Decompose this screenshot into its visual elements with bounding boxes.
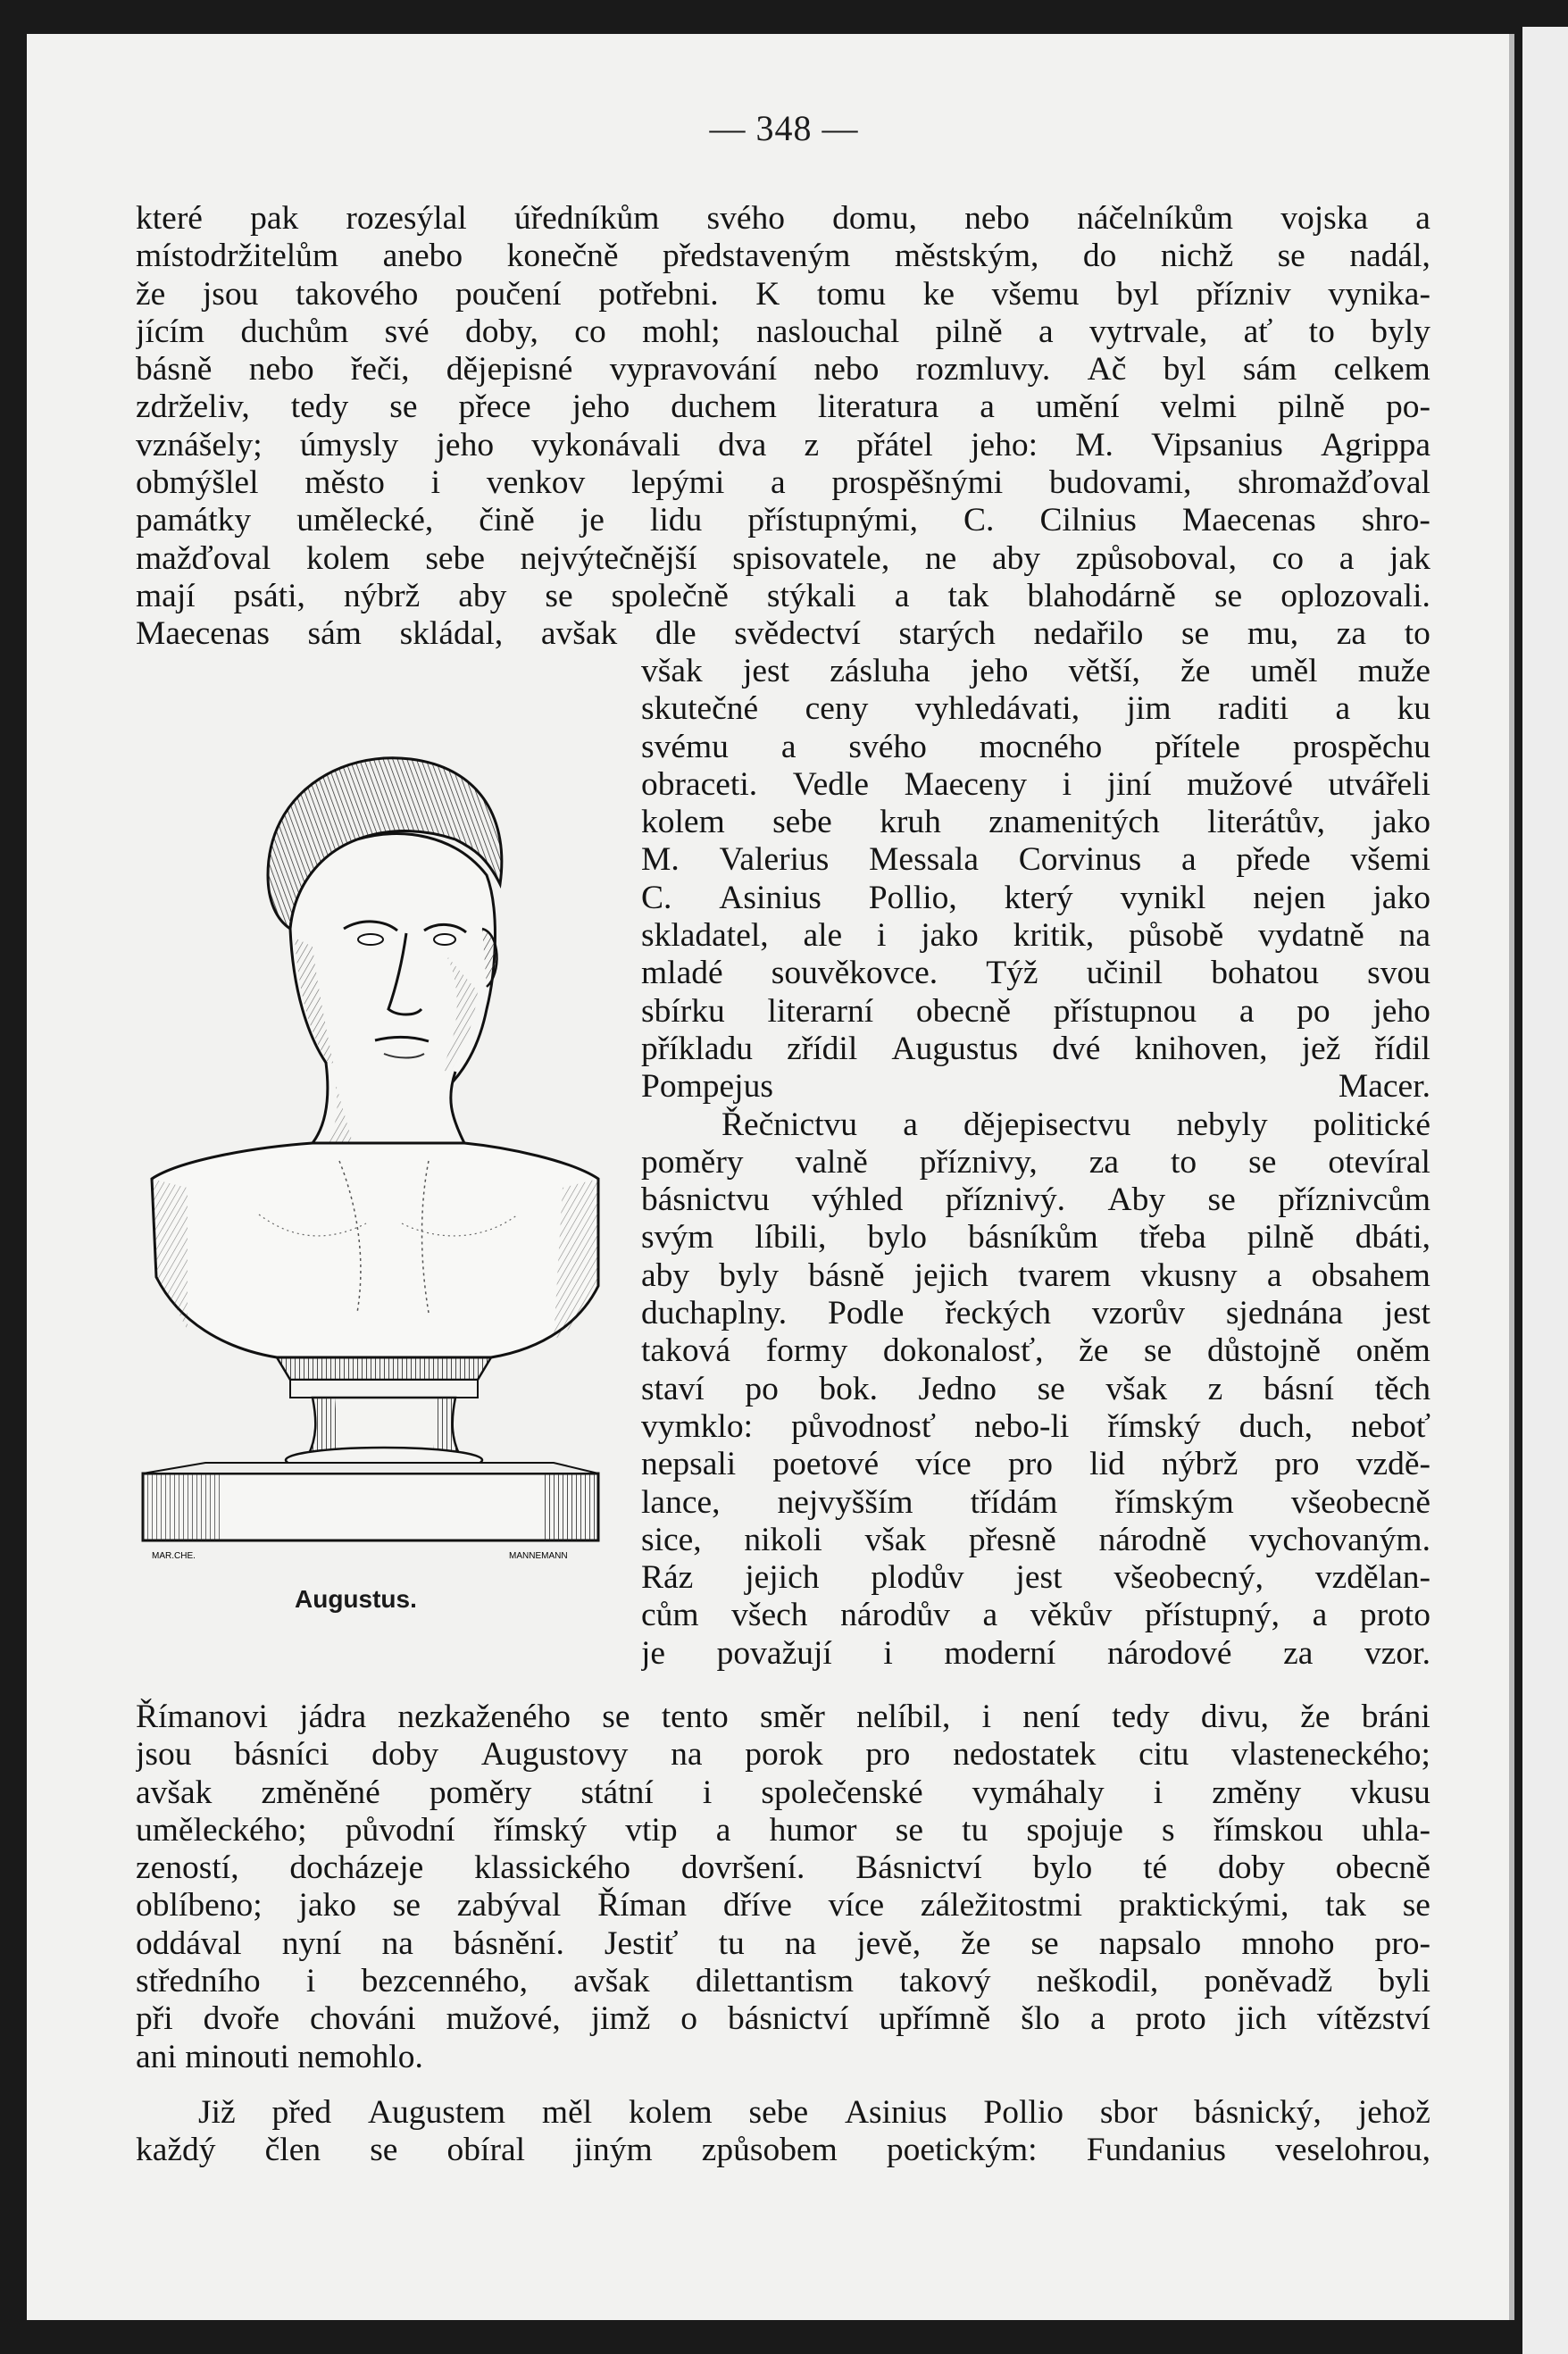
- page-number: — 348 —: [709, 108, 859, 148]
- text-line: sice, nikoli však přesně národně vychovaným.: [641, 1521, 1430, 1558]
- text-line: vznášely; úmysly jeho vykonávali dva z přátel jeho: M. Vipsanius Agrippa: [136, 426, 1430, 463]
- text-line: však jest zásluha jeho větší, že uměl muže: [641, 653, 1430, 689]
- text-line: při dvoře chováni mužové, jimž o básnictví upřímně šlo a proto jich vítězství: [136, 2000, 1430, 2038]
- text-line: místodržitelům anebo konečně představeným městským, do nichž se nadál,: [136, 238, 1430, 275]
- text-line: nepsali poetové více pro lid nýbrž pro vzdě-: [641, 1446, 1430, 1483]
- text-line: že jsou takového poučení potřebni. K tomu ke všemu byl přízniv vynika-: [136, 275, 1430, 313]
- engraver-signature-right: MANNEMANN: [509, 1551, 568, 1561]
- text-line: středního i bezcenného, avšak dilettantism takový neškodil, poněvadž byli: [136, 1963, 1430, 2000]
- text-line: cům všech národův a věkův přístupný, a proto: [641, 1597, 1430, 1634]
- text-line: příkladu zřídil Augustus dvé knihoven, jež řídil: [641, 1030, 1430, 1067]
- text-line: M. Valerius Messala Corvinus a přede všemi: [641, 841, 1430, 879]
- text-line: C. Asinius Pollio, který vynikl nejen jako: [641, 879, 1430, 916]
- text-line: sbírku literarní obecně přístupnou a po jeho: [641, 992, 1430, 1030]
- text-line: obmýšlel město i venkov lepými a prospěšnými budovami, shromažďoval: [136, 464, 1430, 502]
- text-line: Římanovi jádra nezkaženého se tento směr nelíbil, i není tedy divu, že bráni: [136, 1699, 1430, 1735]
- paragraph-last: [136, 2094, 1430, 2170]
- text-line: památky umělecké, čině je lidu přístupnými, C. Cilnius Maecenas shro-: [136, 502, 1430, 539]
- text-line: ani minouti nemohlo.: [136, 2038, 423, 2075]
- text-line: skladatel, ale i jako kritik, působě vydatně na: [641, 917, 1430, 955]
- text-line: Pompejus Macer.: [641, 1068, 1430, 1106]
- text-line: které pak rozesýlal úředníkům svého domu, nebo náčelníkům vojska a: [136, 200, 1430, 237]
- text-line: zdrželiv, tedy se přece jeho duchem literatura a umění velmi pilně po-: [136, 388, 1430, 426]
- text-line: mažďoval kolem sebe nejvýtečnější spisovatele, ne aby způsoboval, co a jak: [136, 539, 1430, 577]
- text-line: každý člen se obíral jiným způsobem poetickým: Fundanius veselohrou,: [136, 2132, 1430, 2169]
- text-line: lance, nejvyšším třídám římským všeobecně: [641, 1483, 1430, 1521]
- augustus-bust-illustration: [134, 741, 616, 1572]
- text-line: skutečné ceny vyhledávati, jim raditi a ku: [641, 690, 1430, 728]
- text-line: je považují i moderní národové za vzor.: [641, 1634, 1430, 1672]
- text-line: Maecenas sám skládal, avšak dle svědectví starých nedařilo se mu, za to: [136, 615, 1430, 653]
- text-line: uměleckého; původní římský vtip a humor se tu spojuje s římskou uhla-: [136, 1811, 1430, 1849]
- text-line: oblíbeno; jako se zabýval Říman dříve více záležitostmi praktickými, tak se: [136, 1887, 1430, 1924]
- text-line: vymklo: původnosť nebo-li římský duch, neboť: [641, 1407, 1430, 1445]
- text-line: básnictvu výhled příznivý. Aby se příznivcům: [641, 1181, 1430, 1219]
- text-line: taková formy dokonalosť, že se důstojně oněm: [641, 1332, 1430, 1370]
- text-line: svému a svého mocného přítele prospěchu: [641, 728, 1430, 765]
- text-line: mají psáti, nýbrž aby se společně stýkali a tak blahodárně se oplozovali.: [136, 577, 1430, 614]
- text-line: zeností, docházeje klassického dovršení. Básnictví bylo té doby obecně: [136, 1849, 1430, 1887]
- engraver-signature-left: MAR.CHE.: [152, 1551, 196, 1561]
- text-line: Řečnictvu a dějepisectvu nebyly politické: [721, 1106, 1430, 1143]
- text-line: jsou básníci doby Augustovy na porok pro nedostatek citu vlasteneckého;: [136, 1736, 1430, 1774]
- text-line: duchaplny. Podle řeckých vzorův sjednána jest: [641, 1295, 1430, 1332]
- text-line: kolem sebe kruh znamenitých literátův, jako: [641, 804, 1430, 841]
- text-line: avšak změněné poměry státní i společenské vymáhaly i změny vkusu: [136, 1774, 1430, 1811]
- text-line: oddával nyní na básnění. Jestiť tu na jevě, že se napsalo mnoho pro-: [136, 1924, 1430, 1962]
- text-line: aby byly básně jejich tvarem vkusny a obsahem: [641, 1256, 1430, 1294]
- text-line: obraceti. Vedle Maeceny i jiní mužové utvářeli: [641, 765, 1430, 803]
- next-page-edge: [1522, 27, 1568, 2354]
- text-line: jícím duchům své doby, co mohl; naslouchal pilně a vytrvale, ať to byly: [136, 313, 1430, 350]
- figure-caption: Augustus.: [295, 1585, 417, 1613]
- text-line: poměry valně příznivy, za to se otevíral: [641, 1143, 1430, 1181]
- text-line: svým líbili, bylo básníkům třeba pilně dbáti,: [641, 1219, 1430, 1256]
- text-line: mladé souvěkovce. Týž učinil bohatou svou: [641, 955, 1430, 992]
- text-line: Ráz jejich plodův jest všeobecný, vzdělan-: [641, 1559, 1430, 1597]
- paragraph-top: [136, 200, 1430, 654]
- text-line: Již před Augustem měl kolem sebe Asinius Pollio sbor básnický, jehož: [198, 2094, 1430, 2131]
- paragraph-bottom: [136, 1699, 1430, 2076]
- text-line: básně nebo řeči, dějepisné vypravování nebo rozmluvy. Ač byl sám celkem: [136, 351, 1430, 388]
- text-line: staví po bok. Jedno se však z básní těch: [641, 1370, 1430, 1407]
- paragraph-right-of-figure: [641, 653, 1430, 1673]
